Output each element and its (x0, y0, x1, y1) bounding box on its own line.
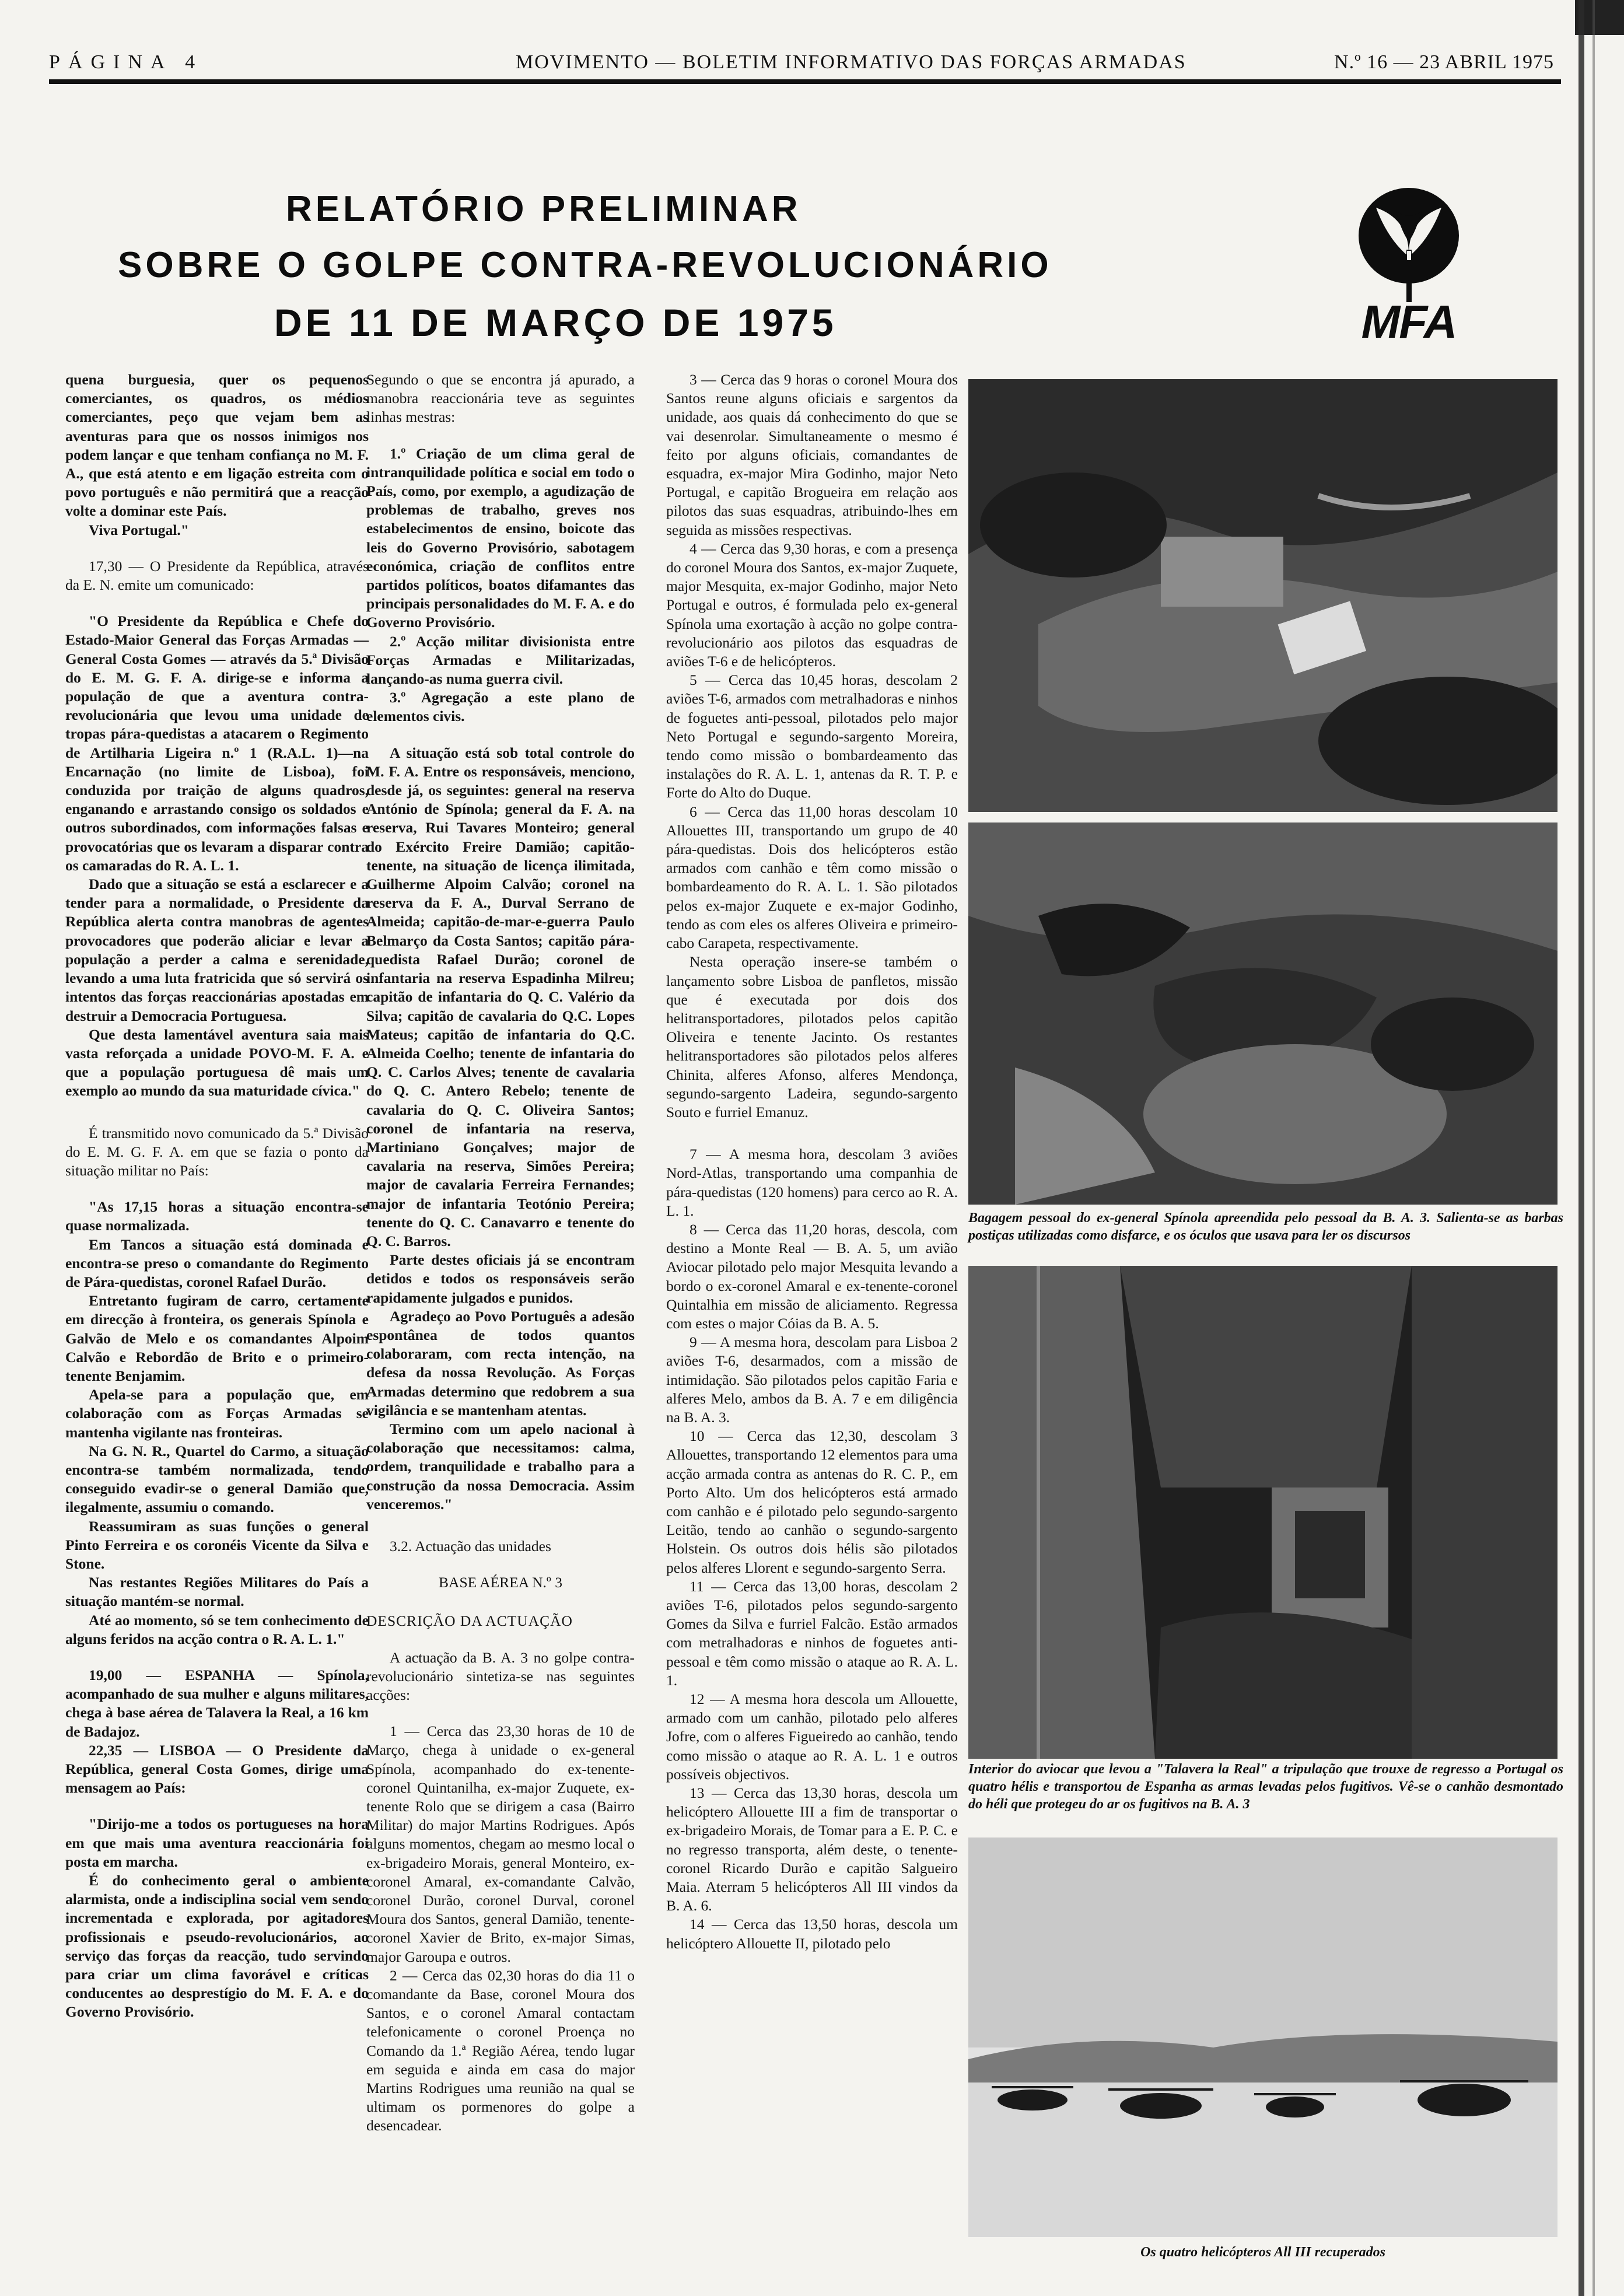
paragraph: 17,30 — O Presidente da República, através da E. N. emite um comunicado: (65, 557, 369, 594)
paragraph: 1 — Cerca das 23,30 horas de 10 de Março, chega à unidade o ex-general Spínola, acompanhado do ex-tenente-coronel Quintanilha, ex-major Zuquete, ex-tenente Rolo que se dirigem a casa (Bairro Militar) do major Martins Rodrigues. Após alguns momentos, chegam ao mesmo local o ex-brigadeiro Morais, general Monteiro, ex-coronel Amaral, ex-comandante Calvão, coronel Durão, coronel Durval, coronel Moura dos Santos, general Damião, tenente-coronel Xavier de Brito, ex-major Simas, major Garoupa e outros. (366, 1723, 635, 1965)
paragraph: É transmitido novo comunicado da 5.ª Divisão do E. M. G. F. A. em que se fazia o ponto da situação militar no País: (65, 1124, 369, 1179)
paragraph: 13 — Cerca das 13,30 horas, descola um helicóptero Allouette III a fim de transportar o ex-brigadeiro Morais, de Tomar para a E. P. C. e no regresso transporta, além deste, o tenente-coronel Ricardo Durão e capitão Salgueiro Maia. Aterram 5 helicópteros All III vindos da B. A. 6. (666, 1784, 958, 1915)
section-heading: 3.2. Actuação das unidades (390, 1537, 551, 1555)
paragraph: 1.º Criação de um clima geral de intranquilidade política e social em todo o País, como, por exemplo, a agudização de problemas de trabalho, greves nos estabelecimentos de ensino, boicote das leis do Governo Provisório, sabotagem económica, criação de conflitos entre partidos políticos, boatos difamantes das principais personalidades do M. F. A. e do Governo Provisório. (366, 444, 635, 631)
paragraph: É do conhecimento geral o ambiente alarmista, onde a indisciplina social vem sendo incrementada e explorada, por agitadores profissionais e pseudo-revolucionários, ao serviço das forças da reacção, tudo servindo para criar um clima favorável e críticas conducentes ao desprestígio do M. F. A. e do Governo Provisório. (65, 1872, 369, 2021)
paragraph: Viva Portugal." (89, 521, 189, 538)
mfa-flower-emblem-icon (1350, 186, 1467, 302)
paragraph: Dado que a situação se está a esclarecer e a tender para a normalidade, o Presidente da República alerta contra manobras de agentes provocadores que poderão aliciar e levar a população a perder a calma e serenidade, levando a uma luta fratricida que só servirá os intentos das forças reaccionárias apostadas em destruir a Democracia Portuguesa. (65, 876, 369, 1024)
paragraph: Entretanto fugiram de carro, certamente em direcção à fronteira, os generais Spínola e Galvão de Melo e os comandantes Alpoim Calvão e Rebordão de Brito e o primeiro-tenente Benjamim. (65, 1292, 369, 1384)
paragraph: 6 — Cerca das 11,00 horas descolam 10 Allouettes III, transportando um grupo de 40 pára-quedistas. Dois dos helicópteros estão armados com canhão e têm como missão o bombardeamento do R. A. L. 1. São pilotados pelos ex-major Zuquete e ex-major Godinho, tendo as com eles os alferes Oliveira e primeiro-cabo Carapeta, respectivamente. (666, 803, 958, 952)
paragraph: 2 — Cerca das 02,30 horas do dia 11 o comandante da Base, coronel Moura dos Santos, e o coronel Amaral contactam telefonicamente o coronel Proença no Comando da 1.ª Região Aérea, tendo lugar em seguida e ainda em casa do major Martins Rodrigues uma reunião na qual se ultimam os pormenores do golpe a desencadear. (366, 1966, 635, 2134)
title-line-1: RELATÓRIO PRELIMINAR (286, 189, 802, 229)
mfa-logo (1350, 186, 1467, 348)
header-rule (49, 79, 1561, 84)
section-heading: BASE AÉREA N.º 3 (439, 1574, 562, 1591)
paragraph: Agradeço ao Povo Português a adesão espontânea de todos quantos colaboraram, com recta intenção, na defesa da nossa Revolução. As Forças Armadas determino que redobrem a sua vigilância e se mantenham atentas. (366, 1307, 635, 1419)
publication-name: MOVIMENTO — BOLETIM INFORMATIVO DAS FORÇAS ARMADAS (516, 51, 1186, 73)
issue-date: N.º 16 — 23 ABRIL 1975 (1334, 51, 1554, 73)
article-title (70, 184, 1330, 359)
paragraph: Apela-se para a população que, em colaboração com as Forças Armadas se mantenha vigilante nas fronteiras. (65, 1386, 369, 1441)
text-column-1 (65, 370, 369, 2022)
paragraph: 5 — Cerca das 10,45 horas, descolam 2 aviões T-6, armados com metralhadoras e ninhos de foguetes anti-pessoal, pilotados pelo major Neto Portugal e segundo-sargento Moreira, tendo como missão o bombardeamento das instalações do R. A. L. 1, antenas da R. T. P. e Forte do Alto do Duque. (666, 671, 958, 802)
paragraph: 22,35 — LISBOA — O Presidente da República, general Costa Gomes, dirige uma mensagem ao País: (65, 1741, 369, 1797)
page-number: PÁGINA 4 (49, 51, 204, 73)
paragraph: quena burguesia, quer os pequenos comerciantes, os quadros, os médios comerciantes, peço que vejam bem as aventuras para que os nossos inimigos nos podem lançar e que tenham confiança no M. F. A., que está atento e em ligação estreita com o povo português e não permitirá que a reacção volte a dominar este País. (65, 371, 369, 520)
paragraph: 4 — Cerca das 9,30 horas, e com a presença do coronel Moura dos Santos, ex-major Zuquete, major Mesquita, ex-major Godinho, major Neto Portugal e outros, é formulada pelo ex-general Spínola uma exortação à acção no golpe contra-revolucionário aos pilotos das esquadras de aviões T-6 e de helicópteros. (666, 540, 958, 670)
paragraph: A actuação da B. A. 3 no golpe contra-revolucionário sintetiza-se nas seguintes acções: (366, 1648, 635, 1703)
logo-text: MFA (1361, 296, 1457, 348)
paragraph: 14 — Cerca das 13,50 horas, descola um helicóptero Allouette II, pilotado pelo (666, 1916, 958, 1952)
paragraph: 11 — Cerca das 13,00 horas, descolam 2 aviões T-6, pilotados pelos segundo-sargento Gomes da Silva e furriel Falcão. Estão armados com metralhadoras e ninhos de foguetes anti-pessoal e têm como missão o ataque ao R. A. L. 1. (666, 1577, 958, 1689)
photo-beards-glasses (968, 822, 1558, 1205)
section-heading: DESCRIÇÃO DA ACTUAÇÃO (366, 1612, 573, 1630)
paragraph: 7 — A mesma hora, descolam 3 aviões Nord-Atlas, transportando uma companhia de pára-quedistas (120 homens) para cerco ao R. A. L. 1. (666, 1146, 958, 1219)
paragraph: Termino com um apelo nacional à colaboração que necessitamos: calma, ordem, tranquilidade e trabalho para a construção da nossa Democracia. Assim venceremos." (366, 1420, 635, 1513)
title-line-3: DE 11 DE MARÇO DE 1975 (274, 301, 837, 344)
paragraph: 3 — Cerca das 9 horas o coronel Moura dos Santos reune alguns oficiais e sargentos da unidade, aos quais dá conhecimento do que se vai desenrolar. Simultaneamente o mesmo é feito por alguns oficiais, comandantes de esquadra, ex-major Mira Godinho, major Neto Portugal, e capitão Brogueira em relação aos pilotos das suas esquadras, atribuindo-lhes em seguida as missões respectivas. (666, 371, 958, 538)
paragraph: Em Tancos a situação está dominada e encontra-se preso o comandante do Regimento de Pára-quedistas, coronel Rafael Durão. (65, 1236, 369, 1290)
paragraph: 8 — Cerca das 11,20 horas, descola, com destino a Monte Real — B. A. 5, um avião Aviocar pilotado pelo major Mesquita levando a bordo o ex-coronel Amaral e ex-tenente-coronel Quintalhia em missão de aliciamento. Regressa com estes o major Cóias da B. A. 5. (666, 1220, 958, 1332)
paragraph: Até ao momento, só se tem conhecimento de alguns feridos na acção contra o R. A. L. 1." (65, 1611, 369, 1647)
photo-caption: Interior do aviocar que levou a "Talavera la Real" a tripulação que trouxe de regresso a Portugal os quatro hélis e transportou de Espanha as armas levadas pelos fugitivos. Vê-se o canhão desmontado do héli que protegeu do ar os fugitivos na B. A. 3 (968, 1762, 1563, 1812)
photo-aviocar-interior (968, 1266, 1558, 1759)
photo-caption: Bagagem pessoal do ex-general Spínola apreendida pelo pessoal da B. A. 3. Salienta-se as barbas postiças utilizadas como disfarce, e os óculos que usava para ler os discursos (968, 1210, 1563, 1243)
title-line-2: SOBRE O GOLPE CONTRA-REVOLUCIONÁRIO (118, 245, 1052, 285)
paragraph: "As 17,15 horas a situação encontra-se quase normalizada. (65, 1198, 369, 1234)
paragraph: 9 — A mesma hora, descolam para Lisboa 2 aviões T-6, desarmados, com a missão de intimidação. São pilotados pelos capitão Faria e alferes Melo, ambos da B. A. 7 e em diligência na B. A. 3. (666, 1334, 958, 1426)
photo-luggage (968, 379, 1558, 812)
paragraph: Parte destes oficiais já se encontram detidos e todos os responsáveis serão rapidamente julgados e punidos. (366, 1251, 635, 1306)
scan-edge (1575, 0, 1624, 2296)
paragraph: Na G. N. R., Quartel do Carmo, a situação encontra-se também normalizada, tendo conseguido evadir-se o general Damião que, ilegalmente, assumiu o comando. (65, 1442, 369, 1516)
text-column-2 (366, 370, 635, 2136)
paragraph: 3.º Agregação a este plano de elementos civis. (366, 689, 635, 725)
paragraph: 12 — A mesma hora descola um Allouette, armado com um canhão, pilotado pelo alferes Jofre, com o alferes Figueiredo ao canhão, tendo como missão o ataque ao R. A. L. 1 e outros possíveis objectivos. (666, 1690, 958, 1783)
paragraph: A situação está sob total controle do M. F. A. Entre os responsáveis, menciono, desde já, os seguintes: general na reserva António de Spínola; general da F. A. na reserva, Rui Tavares Monteiro; general do Exército Freire Damião; capitão-tenente, na situação de licença ilimitada, Guilherme Alpoim Calvão; coronel na reserva da F. A., Durval Serrano de Almeida; capitão-de-mar-e-guerra Paulo Belmarço da Costa Santos; capitão pára-quedista Rafael Durão; coronel de infantaria na reserva Espadinha Milreu; capitão de infantaria do Q. C. Valério da Silva; capitão de cavalaria do Q.C. Lopes Mateus; capitão de infantaria do Q.C. Almeida Coelho; tenente de infantaria do Q. C. Carlos Alves; tenente de cavalaria do Q. C. Antero Rebelo; tenente de cavalaria do Q. C. Oliveira Santos; coronel de infantaria na reserva, Martiniano Gonçalves; major de cavalaria na reserva, Simões Pereira; major de cavalaria Ferreira Fernandes; major de infantaria Teotónio Pereira; tenente do Q. C. Canavarro e tenente do Q. C. Barros. (366, 744, 635, 1250)
paragraph: Que desta lamentável aventura saia mais vasta reforçada a unidade POVO-M. F. A. e que a população portuguesa dê mais um exemplo ao mundo da sua maturidade cívica." (65, 1026, 369, 1100)
paragraph: Nesta operação insere-se também o lançamento sobre Lisboa de panfletos, missão que é executada por dois dos helitransportadores, pilotados pelos capitão Oliveira e tenente Jacinto. Os restantes helitransportadores são pilotados pelos alferes Chinita, alferes Afonso, alferes Mendonça, segundo-sargento Ladeira, segundo-sargento Souto e furriel Emanuz. (666, 953, 958, 1121)
paragraph: Nas restantes Regiões Militares do País a situação mantém-se normal. (65, 1574, 369, 1610)
text-column-3 (666, 370, 958, 1953)
paragraph: 2.º Acção militar divisionista entre Forças Armadas e Militarizadas, lançando-as numa guerra civil. (366, 632, 635, 688)
paragraph: "Dirijo-me a todos os portugueses na hora em que mais uma aventura reaccionária foi posta em marcha. (65, 1815, 369, 1870)
page-header (49, 49, 1554, 82)
paragraph: 10 — Cerca das 12,30, descolam 3 Allouettes, transportando 12 elementos para uma acção armada contra as antenas do R. C. P., em Porto Alto. Um dos helicópteros está armado com canhão e é pilotado pelo segundo-sargento Leitão, tendo ao canhão o segundo-sargento Holstein. Os outros dois hélis são pilotados pelos alferes Llorent e segundo-sargento Serra. (666, 1427, 958, 1576)
paragraph: Reassumiram as suas funções o general Pinto Ferreira e os coronéis Vicente da Silva e Stone. (65, 1517, 369, 1572)
paragraph: Segundo o que se encontra já apurado, a manobra reaccionária teve as seguintes linhas mestras: (366, 371, 635, 426)
paragraph: 19,00 — ESPANHA — Spínola, acompanhado de sua mulher e alguns militares, chega à base aérea de Talavera la Real, a 16 km de Badajoz. (65, 1667, 369, 1740)
photo-caption: Os quatro helicópteros All III recuperados (1140, 2245, 1385, 2260)
paragraph: "O Presidente da República e Chefe do Estado-Maior General das Forças Armadas — General Costa Gomes — através da 5.ª Divisão do E. M. G. F. A. dirige-se e informa a população de que a aventura contra-revolucionária que levou uma unidade de tropas pára-quedistas a atacarem o Regimento de Artilharia Ligeira n.º 1 (R.A.L. 1)—na Encarnação (no limite de Lisboa), foi conduzida por traição de alguns quadros, enganando e arrastando consigo os soldados e outros subordinados, com informações falsas e provocatórias que os levaram a disparar contra os camaradas do R. A. L. 1. (65, 612, 369, 874)
photo-helicopters (968, 1838, 1558, 2237)
